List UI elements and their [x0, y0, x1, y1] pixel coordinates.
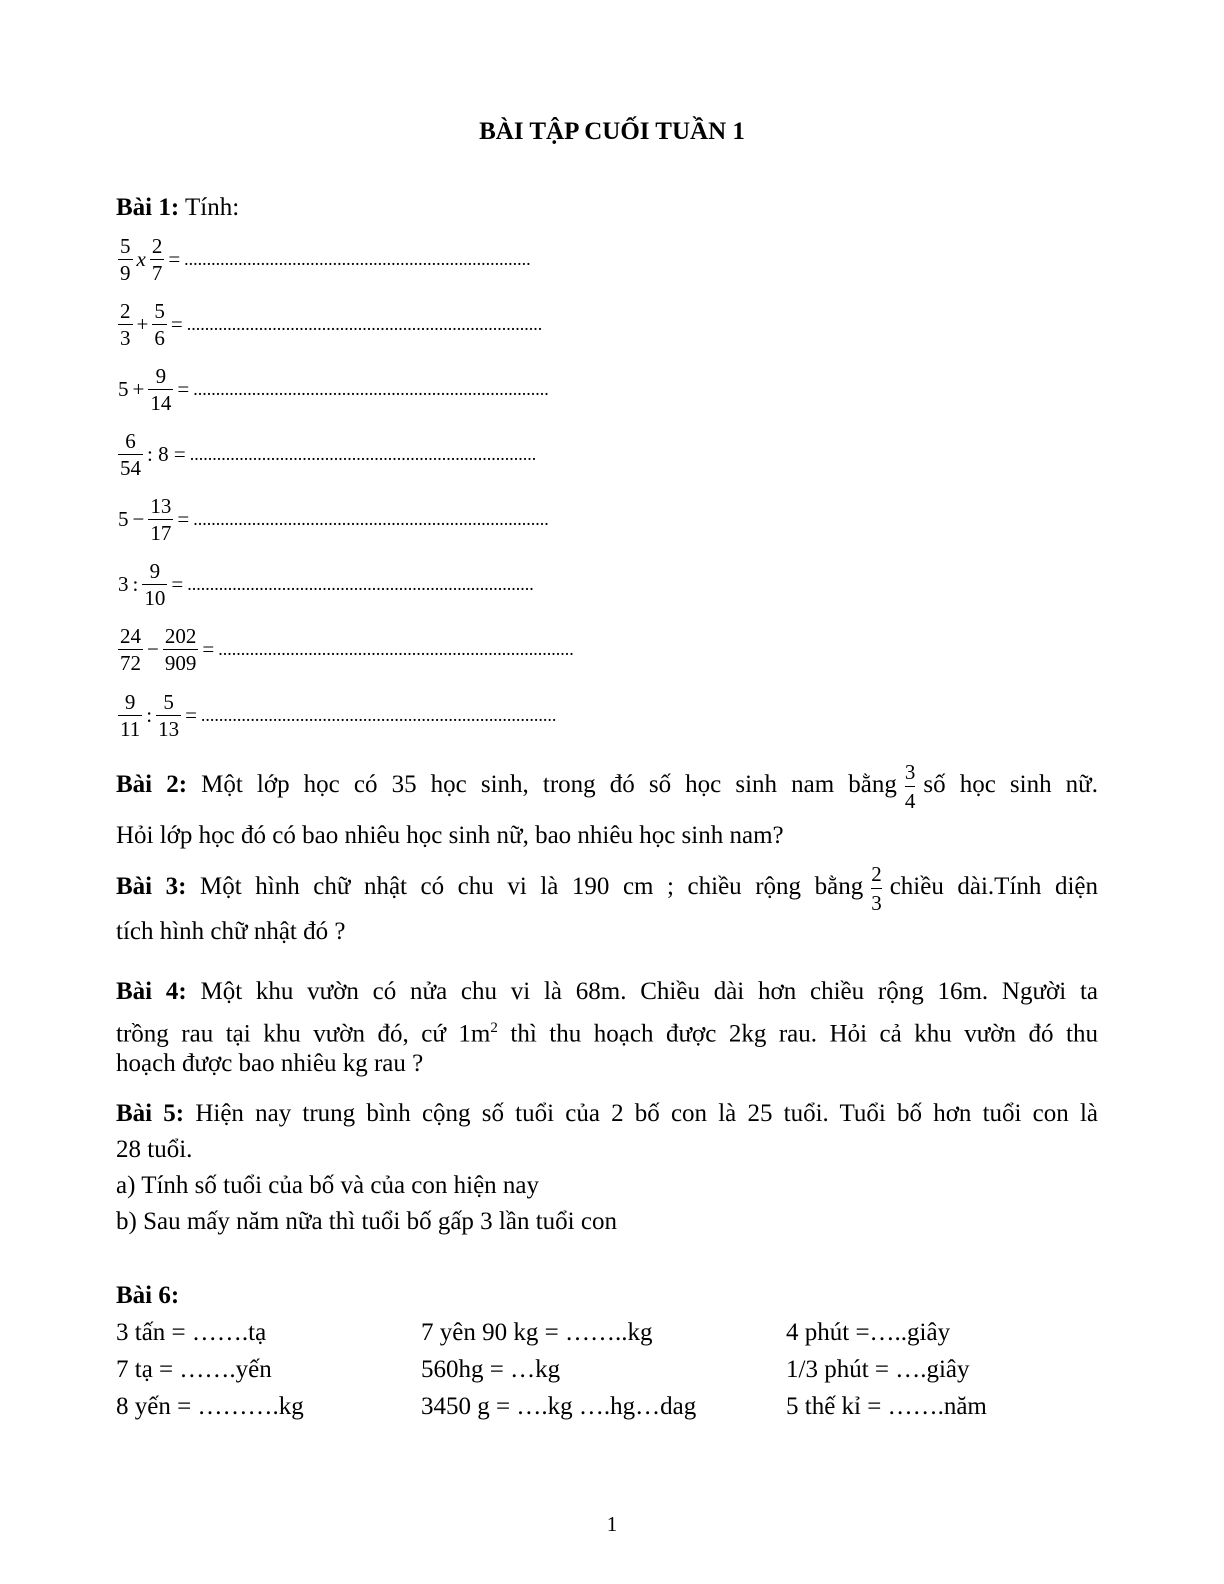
operator: =	[185, 702, 197, 727]
bai6-cell: 7 tạ = …….yến	[116, 1356, 272, 1383]
bai1-expression	[116, 423, 536, 485]
operator: :	[146, 702, 153, 727]
answer-blank: ...............................................................................	[193, 378, 549, 399]
fraction-denominator: 72	[120, 650, 141, 675]
bai1-expression	[116, 293, 542, 355]
bai3-label: Bài 3:	[116, 873, 187, 901]
answer-blank: ...............................................................................	[186, 313, 543, 334]
whole-number: 5	[118, 376, 129, 401]
fraction-numerator: 5	[120, 233, 131, 258]
bai2-text-a: Một lớp học có 35 học sinh, trong đó số học sinh nam bằng	[187, 771, 897, 799]
fraction	[163, 623, 199, 676]
bai2-line1	[116, 758, 1098, 813]
fraction-numerator: 13	[150, 493, 172, 518]
whole-number: 5	[118, 506, 129, 531]
fraction-denominator: 7	[151, 260, 163, 285]
bai6-cell: 3450 g = ….kg ….hg…dag	[421, 1393, 697, 1420]
page-title: BÀI TẬP CUỐI TUẦN 1	[479, 118, 745, 145]
answer-blank: ...............................................................................	[200, 704, 557, 725]
fraction	[118, 233, 133, 286]
bai2-label: Bài 2:	[116, 771, 188, 799]
fraction-numerator: 2	[120, 298, 131, 323]
bai1-expression	[116, 684, 556, 746]
fraction-numerator: 9	[124, 689, 136, 714]
bai2-frac-num: 3	[904, 760, 916, 784]
fraction-denominator: 6	[154, 325, 165, 350]
bai2-line2: Hỏi lớp học đó có bao nhiêu học sinh nữ, bao nhiêu học sinh nam?	[116, 822, 784, 849]
bai1-expression	[116, 553, 534, 615]
fraction-denominator: 9	[120, 260, 131, 285]
bai5-line1-text: Hiện nay trung bình cộng số tuổi của 2 bố con là 25 tuổi. Tuổi bố hơn tuổi con là	[184, 1100, 1099, 1127]
fraction-numerator: 5	[154, 298, 165, 323]
page-number: 1	[606, 1512, 618, 1536]
bai6-row	[116, 1388, 1116, 1425]
answer-blank: .............................................................................	[189, 443, 537, 464]
bai5-line2: 28 tuổi.	[116, 1136, 193, 1163]
bai6-cell: 7 yên 90 kg = ……..kg	[421, 1319, 653, 1346]
fraction	[142, 558, 167, 611]
bai6-heading	[116, 1278, 1098, 1314]
bai3-text-b: chiều dài.Tính diện	[889, 873, 1098, 901]
bai4-label: Bài 4:	[116, 978, 187, 1005]
bai6-label: Bài 6:	[116, 1282, 180, 1309]
fraction-numerator: 9	[155, 363, 167, 388]
fraction	[118, 689, 142, 742]
operator: +	[132, 376, 145, 401]
bai2-frac-den: 4	[904, 789, 916, 813]
fraction-numerator: 6	[125, 428, 136, 453]
bai5-part-a: a) Tính số tuổi của bố và của con hiện nay	[116, 1172, 540, 1199]
bai4-sup: 2	[490, 1020, 498, 1036]
bai4-line2-b: thì thu hoạch được 2kg rau. Hỏi cả khu vườn đó thu	[497, 1020, 1098, 1048]
fraction	[118, 428, 143, 481]
fraction-denominator: 17	[150, 520, 172, 545]
operator: =	[202, 636, 215, 661]
bai1-label: Bài 1:	[116, 194, 180, 221]
operator: −	[147, 636, 159, 661]
bai1-expression	[116, 488, 549, 550]
operator: =	[170, 311, 183, 336]
bai3-frac-den: 3	[871, 891, 882, 915]
bai1-expression	[116, 358, 549, 420]
operator: =	[168, 246, 181, 271]
operator: =	[177, 376, 190, 401]
bai1-text: Tính:	[179, 194, 240, 221]
bai1-heading	[116, 190, 1098, 226]
bai4-line3: hoạch được bao nhiêu kg rau ?	[116, 1050, 424, 1077]
bai4-line1	[116, 974, 1098, 1010]
operator: x	[136, 246, 146, 271]
fraction	[118, 623, 143, 676]
bai5-line1	[116, 1096, 1098, 1132]
fraction	[118, 298, 133, 351]
bai4-line2-a: trồng rau tại khu vườn đó, cứ 1m	[116, 1020, 491, 1048]
fraction-numerator: 5	[163, 689, 174, 714]
answer-blank: .............................................................................	[184, 248, 531, 269]
operator: +	[136, 311, 149, 336]
fraction-denominator: 10	[144, 585, 166, 610]
bai2-text-b: số học sinh nữ.	[923, 771, 1098, 799]
fraction-denominator: 11	[120, 716, 141, 741]
bai5-label: Bài 5:	[116, 1100, 185, 1127]
operator: =	[177, 506, 190, 531]
bai6-cell: 1/3 phút = ….giây	[786, 1356, 970, 1383]
bai6-cell: 8 yến = ……….kg	[116, 1393, 304, 1420]
bai6-row	[116, 1351, 1116, 1388]
fraction-denominator: 909	[164, 650, 197, 675]
bai6-cell: 5 thế kỉ = …….năm	[786, 1393, 987, 1420]
bai3-text-a: Một hình chữ nhật có chu vi là 190 cm ; chiều rộng bằng	[186, 873, 864, 901]
answer-blank: ...............................................................................	[193, 508, 549, 529]
bai2-fraction	[905, 758, 916, 815]
bai1-expression	[116, 228, 531, 290]
fraction-numerator: 9	[149, 558, 161, 583]
fraction-numerator: 202	[164, 623, 197, 648]
fraction	[148, 363, 173, 416]
bai3-fraction	[871, 860, 882, 917]
fraction-denominator: 54	[120, 455, 141, 480]
fraction-denominator: 14	[150, 390, 172, 415]
fraction-numerator: 24	[120, 623, 141, 648]
whole-number: 3	[118, 571, 129, 596]
fraction	[150, 233, 165, 286]
fraction	[156, 689, 181, 742]
bai1-expression	[116, 618, 574, 680]
bai3-frac-num: 2	[871, 862, 882, 886]
bai6-cell: 4 phút =…..giây	[786, 1319, 951, 1346]
operator: =	[171, 571, 184, 596]
fraction	[152, 298, 167, 351]
bai5-part-b: b) Sau mấy năm nữa thì tuổi bố gấp 3 lần tuổi con	[116, 1208, 617, 1235]
fraction	[148, 493, 173, 546]
bai4-line1-text: Một khu vườn có nửa chu vi là 68m. Chiều dài hơn chiều rộng 16m. Người ta	[186, 978, 1098, 1005]
bai6-cell: 3 tấn = …….tạ	[116, 1319, 267, 1346]
answer-blank: ...............................................................................	[218, 638, 574, 659]
fraction-numerator: 2	[151, 233, 163, 258]
bai6-row	[116, 1314, 1116, 1351]
answer-blank: .............................................................................	[187, 573, 534, 594]
operator: : 8 =	[147, 441, 186, 466]
bai3-line1	[116, 860, 1098, 915]
fraction-denominator: 13	[158, 716, 180, 741]
fraction-denominator: 3	[120, 325, 131, 350]
bai6-grid	[116, 1314, 1116, 1425]
operator: −	[132, 506, 145, 531]
bai6-cell: 560hg = …kg	[421, 1356, 561, 1383]
bai3-line2: tích hình chữ nhật đó ?	[116, 918, 346, 945]
operator: :	[132, 571, 139, 596]
